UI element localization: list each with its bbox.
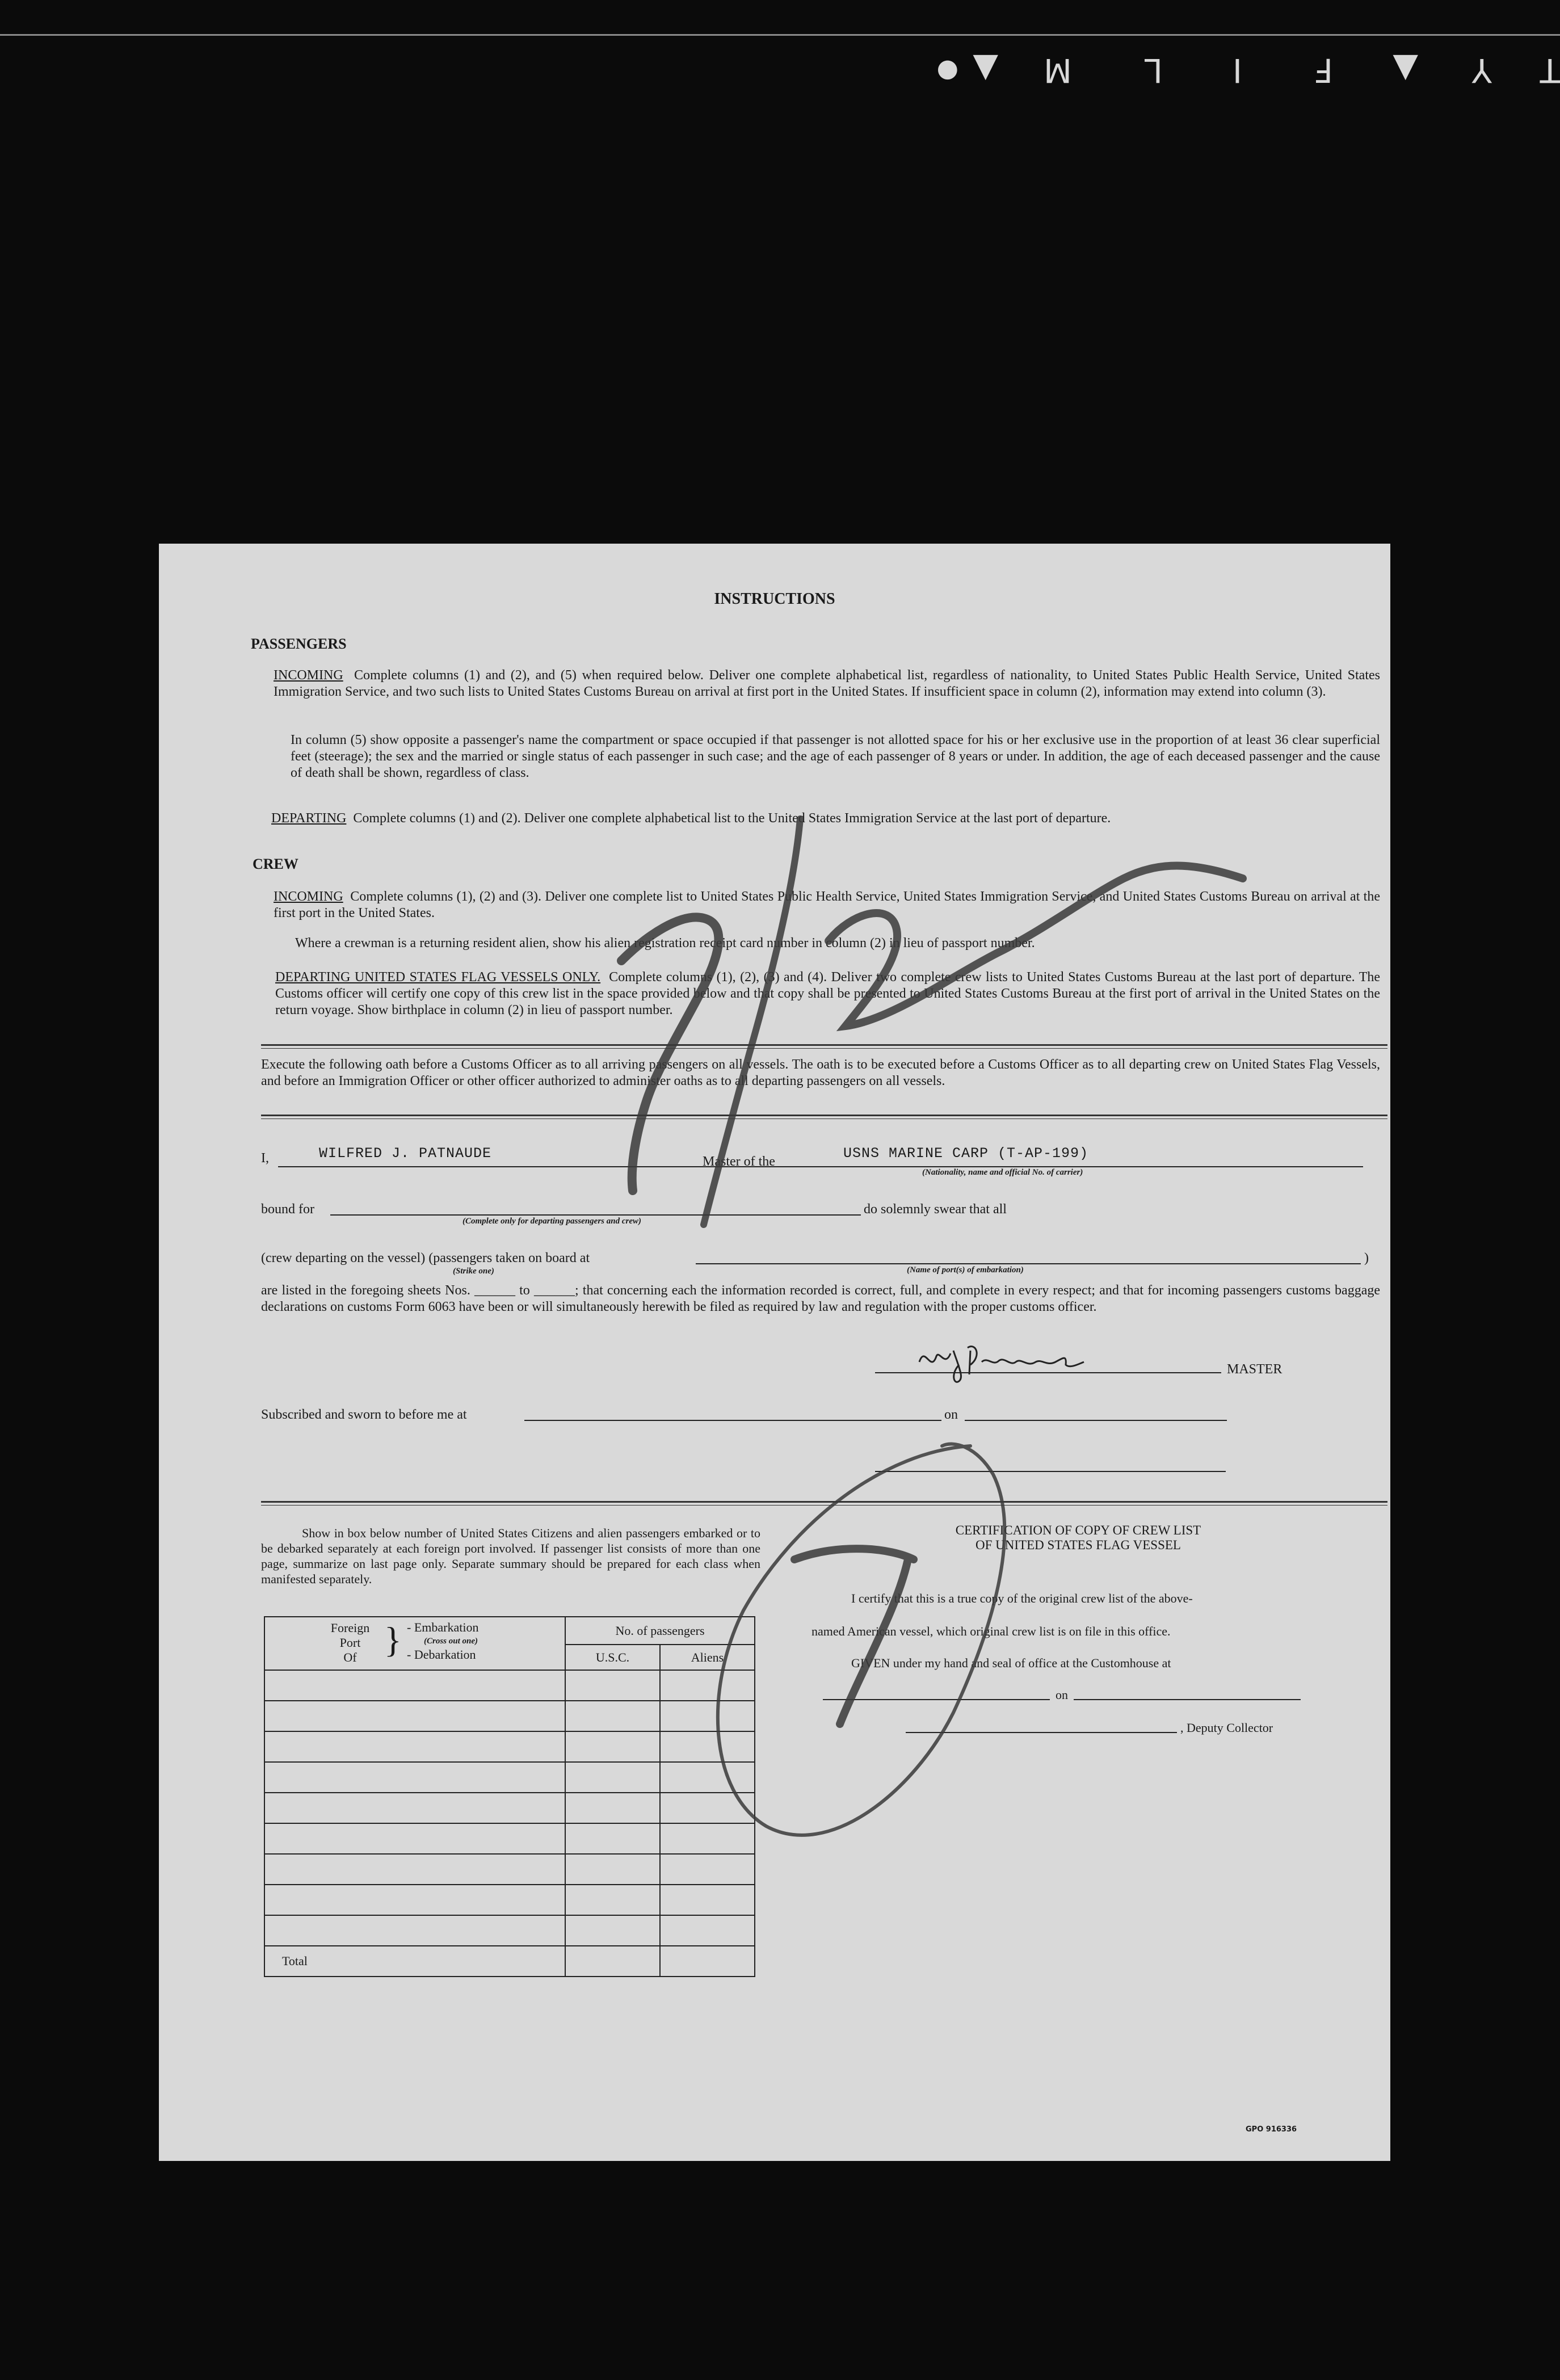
film-mark: I — [1232, 51, 1242, 90]
certification-line3: GIVEN under my hand and seal of office at the Customhouse at — [851, 1656, 1171, 1670]
certification-title-line1: CERTIFICATION OF COPY OF CREW LIST — [955, 1523, 1201, 1537]
debarkation-label: - Debarkation — [407, 1647, 476, 1662]
document-page — [159, 544, 1390, 2161]
bound-for-label: bound for — [261, 1202, 314, 1217]
column5-paragraph: In column (5) show opposite a passenger's name the compartment or space occupied if that passenger is not allotted space for his or her exclusive use in the proportion of at least 36 clear superficial feet (steerage); the sex and the married or single status of each passenger in such case; and the age of each passenger of 8 years or under. In addition, the age of each deceased passenger and the cause of death shall be shown, regardless of class. — [291, 733, 1380, 780]
certification-line1: I certify that this is a true copy of the original crew list of the above- — [851, 1591, 1193, 1605]
vessel-value: USNS MARINE CARP (T-AP-199) — [843, 1145, 1089, 1162]
film-mark: T — [1540, 51, 1560, 90]
film-mark: L — [1144, 51, 1163, 90]
master-of-label: Master of the — [703, 1154, 775, 1169]
foreign-label: Foreign — [330, 1621, 370, 1635]
subscribed-label: Subscribed and sworn to before me at — [261, 1407, 467, 1422]
master-label: MASTER — [1227, 1362, 1283, 1377]
port-label: Port — [339, 1635, 361, 1650]
swear-text: do solemnly swear that all — [864, 1202, 1007, 1217]
subscribed-on-label: on — [944, 1407, 958, 1422]
film-edge-rule — [0, 34, 1560, 36]
crew-heading: CREW — [253, 856, 298, 872]
film-mark: ▲ — [1393, 51, 1418, 90]
handwritten-marks — [159, 544, 1390, 2161]
crew-departing-text: (crew departing on the vessel) (passengers taken on board at — [261, 1251, 590, 1265]
flag-vessels-text: Complete columns (1), (2), (3) and (4). Deliver two complete crew lists to United States Customs Bureau at the last port of departure. The Customs officer will certify one copy of this crew list in the space provided below and that copy shall be presented to United States Customs Bureau at the first port of arrival in the United States on the return voyage. Show birthplace in column (2) in lieu of passport number. — [275, 970, 1381, 1017]
instructions-title: INSTRUCTIONS — [714, 590, 835, 608]
departing-label: DEPARTING — [271, 811, 347, 826]
film-marks — [919, 44, 1560, 90]
film-mark: M — [1043, 51, 1072, 90]
film-mark: ● — [936, 57, 958, 86]
certification-on-label: on — [1056, 1688, 1068, 1702]
flag-vessels-label: DEPARTING UNITED STATES FLAG VESSELS ONLY. — [275, 970, 601, 985]
incoming-text: Complete columns (1) and (2), and (5) when required below. Deliver one complete alphabetical list, regardless of nationality, to United States Public Health Service, United States Immigration Service, and two such lists to United States Customs Bureau on arrival at first port in the United States. If insufficient space in column (2), information may extend into column (3). — [274, 668, 1380, 699]
big-handwritten-number — [621, 819, 1243, 1225]
deputy-collector-label: , Deputy Collector — [1180, 1721, 1273, 1735]
crew-incoming-text: Complete columns (1), (2) and (3). Deliver one complete list to United States Public Health Service, United States Immigration Service, and United States Customs Bureau on arrival at the first port in the United States. — [274, 889, 1381, 920]
vessel-caption: (Nationality, name and official No. of carrier) — [922, 1168, 1083, 1177]
film-mark: F — [1314, 51, 1333, 90]
sheets-paragraph: are listed in the foregoing sheets Nos. ______ to ______; that concerning each the information recorded is correct, full, and complete in every respect; and that for incoming passengers customs baggage declarations on customs Form 6063 have been or will simultaneously herewith be filed as required by law and regulation with the proper customs officer. — [261, 1283, 1380, 1314]
total-label: Total — [264, 1946, 565, 1977]
summary-note: Show in box below number of United States Citizens and alien passengers embarked or to be debarked separately at each foreign port involved. If passenger list consists of more than one page, summarize on last page only. Separate summary should be prepared for each class when manifested separately. — [261, 1526, 760, 1586]
circled-number — [718, 1444, 1004, 1835]
film-strip-header — [0, 0, 1560, 113]
no-passengers-header: No. of passengers — [565, 1617, 755, 1645]
passengers-heading: PASSENGERS — [251, 636, 347, 652]
certification-line2: named American vessel, which original crew list is on file in this office. — [811, 1624, 1171, 1638]
gpo-number: GPO 916336 — [1246, 2125, 1297, 2134]
usc-header: U.S.C. — [565, 1645, 660, 1670]
of-label: Of — [343, 1650, 357, 1664]
close-paren: ) — [1364, 1251, 1369, 1265]
film-mark: ▲ — [973, 51, 998, 90]
aliens-header: Aliens — [660, 1645, 755, 1670]
i-label: I, — [261, 1151, 269, 1166]
film-mark: Y — [1471, 51, 1492, 90]
port-caption: (Name of port(s) of embarkation) — [907, 1265, 1024, 1275]
crewman-paragraph: Where a crewman is a returning resident alien, show his alien registration receipt card number in column (2) in lieu of passport number. — [295, 936, 1035, 951]
strike-one-caption: (Strike one) — [453, 1267, 494, 1276]
brace-glyph: } — [384, 1620, 402, 1660]
crew-incoming-label: INCOMING — [274, 889, 343, 904]
certification-title-line2: OF UNITED STATES FLAG VESSEL — [975, 1538, 1181, 1552]
embarkation-label: - Embarkation — [407, 1620, 479, 1634]
master-name-value: WILFRED J. PATNAUDE — [319, 1145, 492, 1162]
bound-for-caption: (Complete only for departing passengers and crew) — [462, 1217, 641, 1226]
cross-out-caption: (Cross out one) — [424, 1637, 478, 1646]
incoming-label: INCOMING — [274, 668, 343, 683]
departing-text: Complete columns (1) and (2). Deliver one complete alphabetical list to the United States Immigration Service at the last port of departure. — [353, 811, 1111, 826]
oath-intro: Execute the following oath before a Customs Officer as to all arriving passengers on all vessels. The oath is to be executed before a Customs Officer as to all departing crew on United States Flag Vessels, and before an Immigration Officer or other officer authorized to administer oaths as to all departing passengers on all vessels. — [261, 1057, 1380, 1088]
